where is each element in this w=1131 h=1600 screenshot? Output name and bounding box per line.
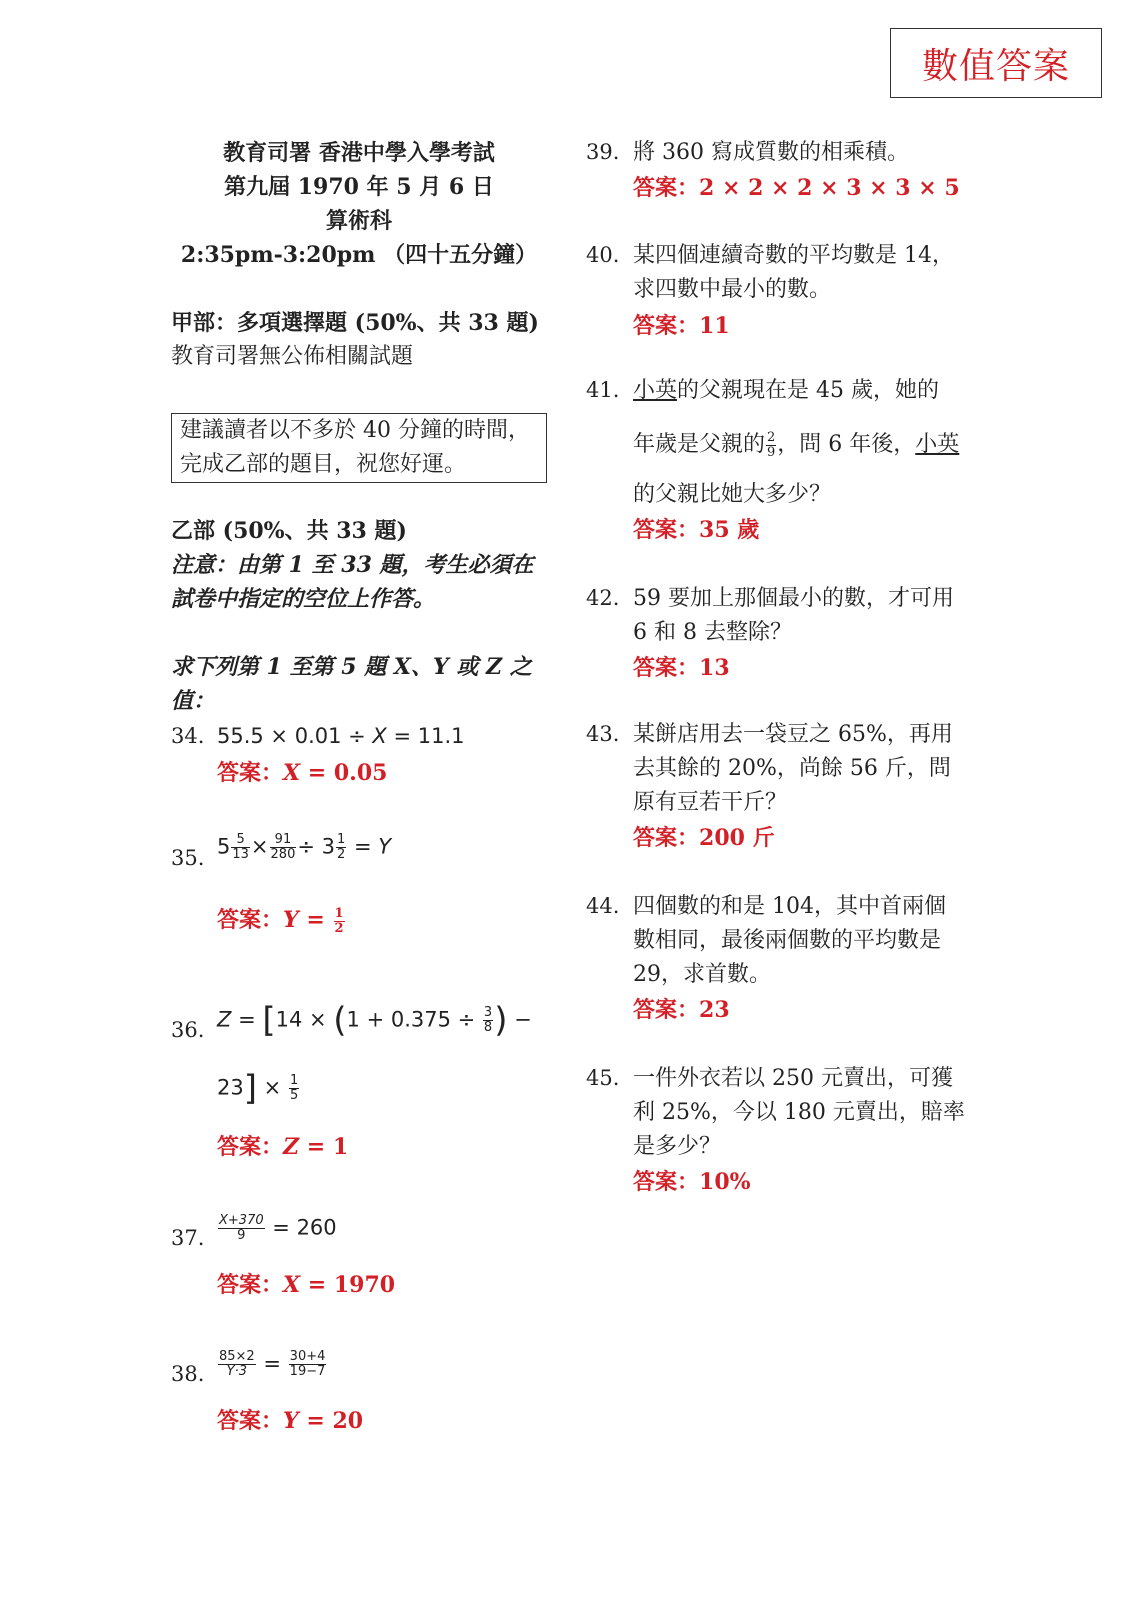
q44-line3: 29，求首數。 [633, 962, 771, 987]
q41-line2: 年歲是父親的 $\frac{2}{9}$ ，問 6 年後，小英 [633, 429, 960, 460]
q40-answer: 答案：11 [633, 313, 730, 339]
q42-number: 42. [586, 586, 620, 610]
q42-line2: 6 和 8 去整除？ [633, 620, 792, 645]
q36-number: 36. [171, 1018, 205, 1042]
q39-number: 39. [586, 140, 620, 164]
q44-number: 44. [586, 894, 620, 918]
q42-line1: 59 要加上那個最小的數，才可用 [633, 586, 954, 611]
part-b-instr-line1: 求下列第 1 至第 5 題 X、Y 或 Z 之 [171, 654, 532, 680]
q36-expression-line1: Z = [14 × (1 + 0.375 ÷ $\frac{3}{8}$ ) − [217, 1000, 532, 1041]
q43-number: 43. [586, 722, 620, 746]
header-line2: 第九屆 1970 年 5 月 6 日 [224, 174, 494, 200]
q44-line2: 數相同，最後兩個數的平均數是 [633, 928, 942, 953]
q34-answer: 答案：X = 0.05 [217, 760, 388, 786]
advice-box: 建議讀者以不多於 40 分鐘的時間，完成乙部的題目，祝您好運。 [171, 413, 547, 483]
q45-line3: 是多少？ [633, 1134, 722, 1159]
q43-answer: 答案：200 斤 [633, 825, 775, 851]
q34-number: 34. [171, 724, 205, 748]
header-line1: 教育司署 香港中學入學考試 [223, 140, 495, 166]
q44-line1: 四個數的和是 104，其中首兩個 [633, 894, 946, 919]
part-b-note-line1: 注意：由第 1 至 33 題，考生必須在 [171, 552, 534, 578]
q41-line3: 的父親比她大多少？ [633, 482, 832, 507]
q45-line2: 利 25%，今以 180 元賣出，賠率 [633, 1100, 965, 1125]
part-b-note-line2: 試卷中指定的空位上作答。 [171, 586, 436, 612]
q36-expression-line2: 23] × $\frac{1}{5}$ [217, 1068, 299, 1109]
q38-number: 38. [171, 1362, 205, 1386]
q35-number: 35. [171, 846, 205, 870]
q44-answer: 答案：23 [633, 997, 730, 1023]
q39-answer: 答案：2 × 2 × 2 × 3 × 3 × 5 [633, 175, 960, 201]
q41-answer: 答案：35 歲 [633, 517, 760, 543]
q43-line3: 原有豆若干斤？ [633, 790, 788, 815]
q40-line1: 某四個連續奇數的平均數是 14， [633, 243, 954, 268]
q34-expression: 55.5 × 0.01 ÷ X = 11.1 [217, 724, 465, 748]
q37-expression: $\frac{X+370}{9}$ = 260 [219, 1213, 337, 1243]
q41-line1: 小英的父親現在是 45 歲，她的 [633, 378, 939, 403]
q40-line2: 求四數中最小的數。 [633, 277, 832, 302]
part-b-title: 乙部 (50%、共 33 題) [171, 518, 407, 544]
q35-answer: 答案：Y = $\frac{1}{2}$ [217, 905, 344, 936]
q39-text: 將 360 寫成質數的相乘積。 [633, 140, 909, 165]
part-b-instr-line2: 值： [171, 688, 216, 714]
q40-number: 40. [586, 243, 620, 267]
header-line4: 2:35pm-3:20pm （四十五分鐘） [180, 242, 538, 268]
part-a-note: 教育司署無公佈相關試題 [171, 344, 414, 369]
q43-line2: 去其餘的 20%，尚餘 56 斤，問 [633, 756, 951, 781]
answer-badge: 數值答案 [890, 28, 1102, 98]
q38-answer: 答案：Y = 20 [217, 1408, 364, 1434]
q37-answer: 答案：X = 1970 [217, 1272, 396, 1298]
q38-expression: $\frac{85\times 2}{Y\cdot 3}$ = $\frac{30+4}{19-7}$ [219, 1349, 326, 1379]
part-a-title: 甲部：多項選擇題 (50%、共 33 題) [171, 310, 539, 336]
q45-number: 45. [586, 1066, 620, 1090]
q36-answer: 答案：Z = 1 [217, 1134, 349, 1160]
q37-number: 37. [171, 1226, 205, 1250]
header-line3: 算術科 [325, 208, 392, 234]
q45-line1: 一件外衣若以 250 元賣出，可獲 [633, 1066, 953, 1091]
q41-number: 41. [586, 378, 620, 402]
q35-expression: 5 $\frac{5}{13}$ × $\frac{91}{280}$ ÷ 3 $\frac{1}{2}$ = Y [217, 832, 392, 862]
q43-line1: 某餅店用去一袋豆之 65%，再用 [633, 722, 953, 747]
q45-answer: 答案：10% [633, 1169, 751, 1195]
q42-answer: 答案：13 [633, 655, 730, 681]
